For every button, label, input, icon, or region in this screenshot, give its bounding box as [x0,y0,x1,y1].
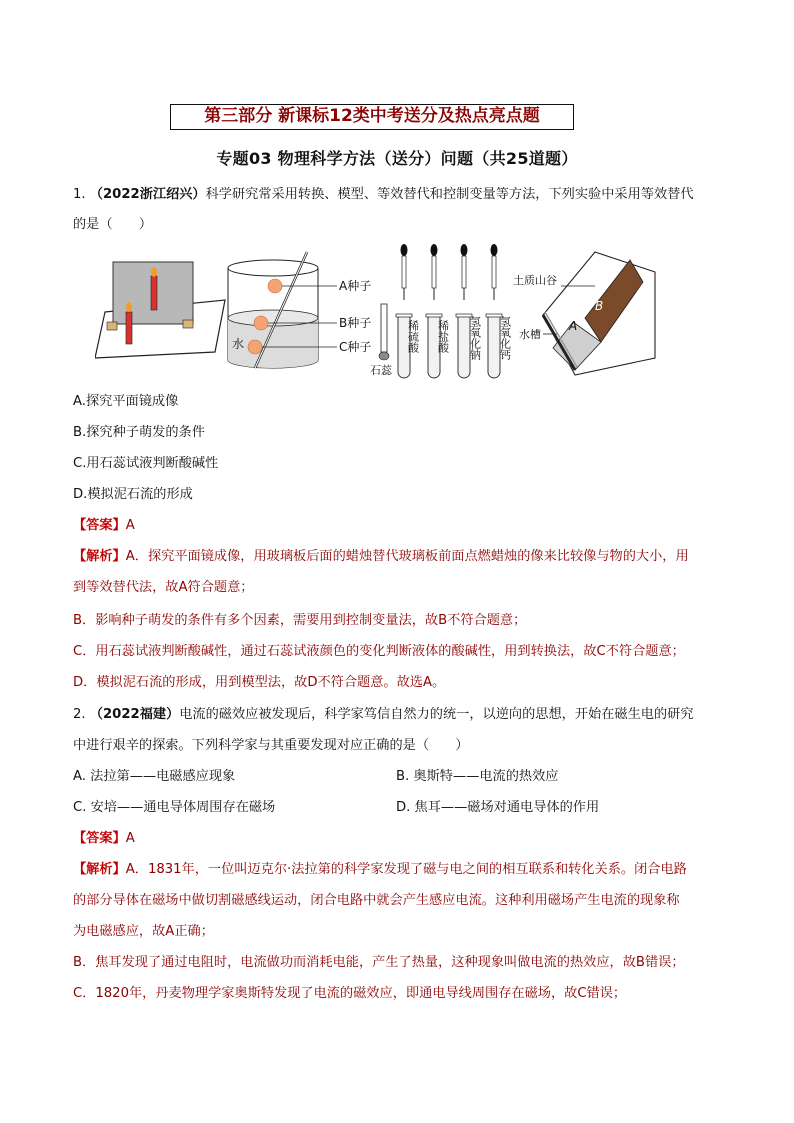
q1-analysis-line5: D．模拟泥石流的形成，用到模型法，故D不符合题意。故选A。 [73,675,446,690]
seed-c-label: C种子 [339,340,372,354]
q1-analysis-line1 [73,548,733,566]
q2-option-d: D. 焦耳——磁场对通电导体的作用 [396,800,600,815]
q2-source: （2022福建） [89,707,180,722]
letter-a: A [569,319,578,333]
q2-analysis-line3: 为电磁感应，故A正确； [73,924,214,939]
tube3-label: 氢氧化钠 [468,316,482,360]
q2-answer [73,830,733,848]
seed-b-label: B种子 [339,316,372,330]
q2-stem-line1 [73,706,733,724]
q1-answer [73,517,733,535]
litmus-test-tubes-illustration [370,244,512,378]
topic-subtitle: 专题03 物理科学方法（送分）问题（共25道题） [216,149,578,168]
q2-option-a: A. 法拉第——电磁感应现象 [73,769,236,784]
tube1-label: 稀硫酸 [406,320,420,353]
q2-analysis-line1 [73,861,733,879]
q2-answer-tag: 【答案】 [73,831,126,846]
q1-number: 1. [73,187,86,202]
debris-flow-model-illustration [513,252,655,375]
q2-number: 2. [73,707,86,722]
q1-source: （2022浙江绍兴） [89,187,206,202]
q1-answer-value: A [125,518,135,533]
q2-analysis-line2: 的部分导体在磁场中做切割磁感线运动，闭合电路中就会产生感应电流。这种利用磁场产生电流的现象称 [73,893,680,908]
q2-stem-line2: 中进行艰辛的探索。下列科学家与其重要发现对应正确的是（ ） [73,738,469,753]
tube4-label: 氢氧化钙 [498,316,512,360]
q2-option-c: C. 安培——通电导体周围存在磁场 [73,800,276,815]
q1-answer-tag: 【答案】 [73,518,126,533]
q2-answer-value: A [125,831,135,846]
section-banner: 第三部分 新课标12类中考送分及热点亮点题 [170,104,574,130]
q2-analysis-text1: A．1831年，一位叫迈克尔·法拉第的科学家发现了磁与电之间的相互联系和转化关系。闭合电路 [125,862,687,877]
q1-option-a: A.探究平面镜成像 [73,394,179,409]
q1-analysis-line4: C．用石蕊试液判断酸碱性，通过石蕊试液颜色的变化判断液体的酸碱性，用到转换法，故C不符合题意； [73,644,685,659]
q1-analysis-line2: 到等效替代法，故A符合题意； [73,580,254,595]
letter-b: B [595,299,604,313]
q2-analysis-line5: C．1820年，丹麦物理学家奥斯特发现了电流的磁效应，即通电导线周围存在磁场，故C错误； [73,986,627,1001]
q2-option-b: B. 奥斯特——电流的热效应 [396,769,559,784]
q1-figure [95,240,665,390]
litmus-label: 石蕊 [370,364,392,377]
channel-label: 水槽 [519,328,541,341]
tube2-label: 稀盐酸 [436,320,450,353]
q1-option-c: C.用石蕊试液判断酸碱性 [73,456,219,471]
q1-analysis-line3: B．影响种子萌发的条件有多个因素，需要用到控制变量法，故B不符合题意； [73,613,527,628]
q1-option-d: D.模拟泥石流的形成 [73,487,193,502]
dropper-set [401,244,498,300]
q1-stem-text1: 科学研究常采用转换、模型、等效替代和控制变量等方法，下列实验中采用等效替代 [205,187,694,202]
seed-a-label: A种子 [339,279,372,293]
q2-analysis-tag: 【解析】 [73,862,126,877]
mirror-experiment-illustration [95,262,225,358]
q2-stem-text1: 电流的磁效应被发现后，科学家笃信自然力的统一，以逆向的思想，开始在磁生电的研究 [179,707,694,722]
q1-analysis-text1: A．探究平面镜成像，用玻璃板后面的蜡烛替代玻璃板前面点燃蜡烛的像来比较像与物的大小，用 [125,549,689,564]
q1-option-b: B.探究种子萌发的条件 [73,425,205,440]
q1-analysis-tag: 【解析】 [73,549,126,564]
soil-valley-label: 土质山谷 [513,274,557,287]
q2-analysis-line4: B．焦耳发现了通过电阻时，电流做功而消耗电能，产生了热量，这种现象叫做电流的热效应，故B错误； [73,955,685,970]
q1-stem-line2: 的是（ ） [73,217,153,232]
water-label: 水 [232,337,245,351]
seed-beaker-illustration [228,252,371,368]
q1-stem-line1 [73,186,733,204]
